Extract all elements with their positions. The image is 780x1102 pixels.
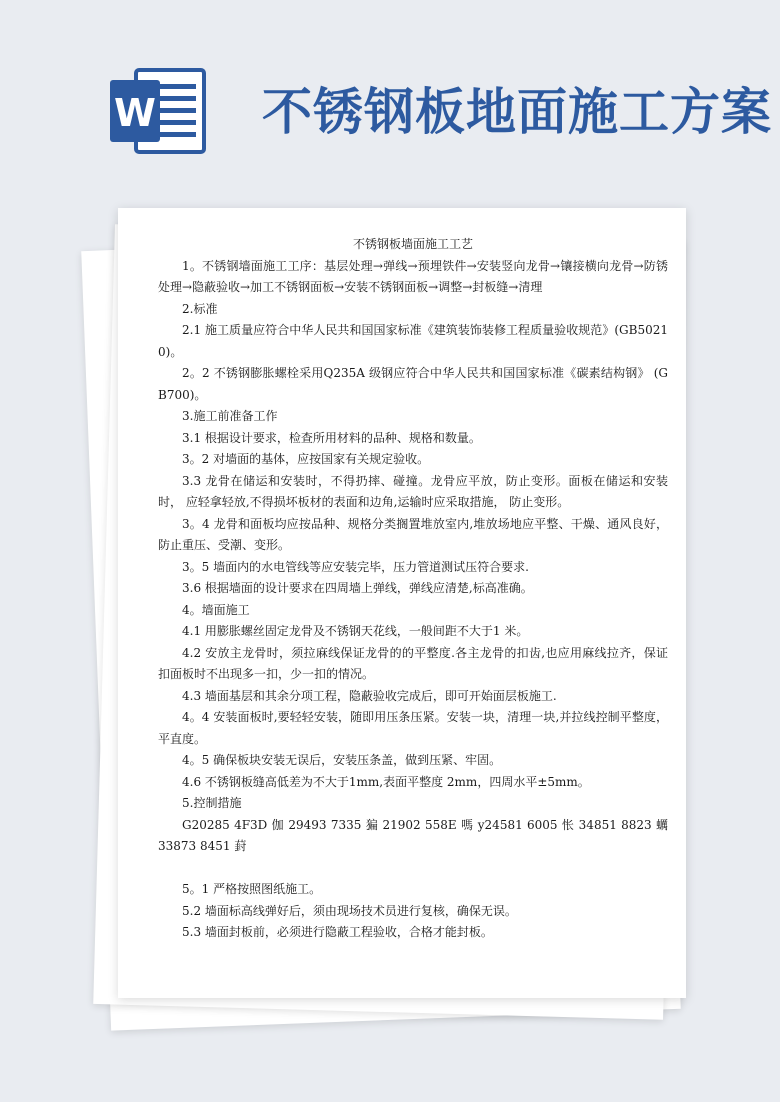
word-logo-letter: W [114,91,156,135]
paragraph: 3。2 对墙面的基体，应按国家有关规定验收。 [182,452,430,466]
paragraph: 5.3 墙面封板前，必须进行隐蔽工程验收，合格才能封板。 [182,925,493,939]
paragraph: 2.1 施工质量应符合中华人民共和国国家标准《建筑装饰装修工程质量验收规范》(GB50210)。 [158,323,668,359]
document-title: 不锈钢板墙面施工工艺 [352,237,473,251]
document-body [158,234,668,944]
paragraph: 5。1 严格按照图纸施工。 [182,882,322,896]
blank-line [158,858,668,880]
paragraph: 4.1 用膨胀螺丝固定龙骨及不锈钢天花线，一般间距不大于1 米。 [182,624,529,638]
paragraph: 5.控制措施 [182,796,242,810]
paragraph: 4.2 安放主龙骨时，须拉麻线保证龙骨的的平整度.各主龙骨的扣齿,也应用麻线拉齐，保证扣面板时不出现多一扣，少一扣的情况。 [158,645,668,681]
paragraph: 3.6 根据墙面的设计要求在四周墙上弹线，弹线应清楚,标高准确。 [182,581,533,595]
paragraph: 4。5 确保板块安装无误后，安装压条盖，做到压紧、牢固。 [182,753,502,767]
paragraph: 4.6 不锈钢板缝高低差为不大于1mm,表面平整度 2mm，四周水平±5mm。 [182,774,590,789]
paragraph: 3。4 龙骨和面板均应按品种、规格分类搁置堆放室内,堆放场地应平整、干燥、通风良好，防止重压、受潮、变形。 [158,516,668,552]
paragraph: 3.3 龙骨在储运和安装时，不得扔摔、碰撞。龙骨应平放，防止变形。面板在储运和安装时， 应轻拿轻放,不得损坏板材的表面和边角,运输时应采取措施， 防止变形。 [158,473,668,509]
paragraph: 5.2 墙面标高线弹好后，须由现场技术员进行复核，确保无误。 [182,903,517,918]
paragraph: 4。4 安装面板时,要轻轻安装，随即用压条压紧。安装一块，清理一块,并拉线控制平整度，平直度。 [158,710,668,746]
paragraph: G20285 4F3D 伽 29493 7335 猵 21902 558E 嗎 y24581 6005 怅 34851 8823 蠣 33873 8451 葑 [158,817,668,853]
word-doc-icon [108,66,208,156]
page-title: 不锈钢板地面施工方案 [262,83,772,141]
paragraph: 4.3 墙面基层和其余分项工程，隐蔽验收完成后，即可开始面层板施工. [182,688,557,703]
paragraph: 2.标准 [182,301,218,316]
paragraph: 3.1 根据设计要求，检查所用材料的品种、规格和数量。 [182,430,481,445]
document-page [118,208,686,998]
paragraph: 1。不锈钢墙面施工工序：基层处理→弹线→预埋铁件→安装竖向龙骨→镶接横向龙骨→防锈处理→隐蔽验收→加工不锈钢面板→安装不锈钢面板→调整→封板缝→清理 [158,258,668,294]
paragraph: 3。5 墙面内的水电管线等应安装完毕，压力管道测试压符合要求. [182,559,529,574]
paragraph: 2。2 不锈钢膨胀螺栓采用Q235A 级钢应符合中华人民共和国国家标准《碳素结构钢》 (GB700)。 [158,366,668,402]
paragraph: 4。墙面施工 [182,602,250,617]
paragraph: 3.施工前准备工作 [182,409,278,423]
